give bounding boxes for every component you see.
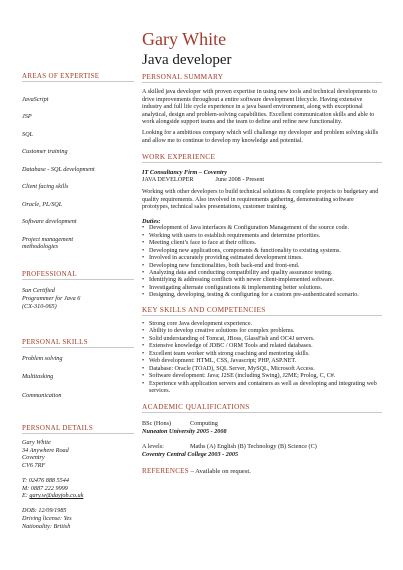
job-role: JAVA DEVELOPER xyxy=(142,176,194,184)
expertise-item: Software development xyxy=(22,218,77,226)
key-skills-heading: KEY SKILLS AND COMPETENCIES xyxy=(142,305,382,316)
qualification-subject: Maths (A) English (B) Technology (B) Science (C) xyxy=(190,442,317,450)
personal-skill: Communication xyxy=(22,392,62,400)
mobile: M: 0887 222 9999 xyxy=(22,484,68,492)
references-text: – Available on request. xyxy=(188,468,251,476)
duty-item: • Investigating alternate configurations & implementing better solutions. xyxy=(149,285,382,292)
skill-item: • Excellent team worker with strong coaching and mentoring skills. xyxy=(149,351,382,358)
candidate-name: Gary White xyxy=(142,29,227,49)
skill-item: • Web development: HTML, CSS, Javascript; PHP, ASP.NET. xyxy=(149,358,382,365)
expertise-item: Database - SQL development xyxy=(22,165,95,173)
email-line xyxy=(22,492,134,500)
skill-item: • Ability to develop creative solutions for complex problems. xyxy=(149,328,382,335)
key-skills-list xyxy=(142,321,382,396)
skill-item: • Experience with application servers and containers as well as developing and integrating web services. xyxy=(149,381,382,396)
job-dates: June 2008 - Present xyxy=(215,176,265,184)
personal-skill: Problem solving xyxy=(22,354,63,362)
date-of-birth: DOB: 12/09/1985 xyxy=(22,507,67,515)
address-line: Coventry xyxy=(22,454,45,462)
email-link[interactable]: gary.w@dayjob.co.uk xyxy=(29,492,84,500)
telephone: T: 02476 888 5544 xyxy=(22,476,69,484)
duty-item: • Working with users to establish requirements and determine priorities. xyxy=(149,233,382,240)
academic-heading: ACADEMIC QUALIFICATIONS xyxy=(142,402,382,413)
expertise-item: Customer training xyxy=(22,148,68,156)
expertise-item: Client facing skills xyxy=(22,183,69,191)
expertise-item: SQL xyxy=(22,130,34,138)
candidate-role: Java developer xyxy=(142,52,232,68)
address-line: 34 Anywhere Road xyxy=(22,446,69,454)
sidebar xyxy=(22,72,134,530)
main-column xyxy=(142,72,382,475)
expertise-item: JSP xyxy=(22,113,32,121)
duty-item: • Analyzing data and conducting compatibility and quality assurance testing. xyxy=(149,270,382,277)
expertise-heading: AREAS OF EXPERTISE xyxy=(22,72,134,82)
duty-item: • Designing, developing, testing & configuring for a custom pre-authenticated scenario. xyxy=(149,292,382,299)
personal-skills-heading: PERSONAL SKILLS xyxy=(22,338,134,348)
duty-item: • Meeting client’s face to face at their offices. xyxy=(149,240,382,247)
skill-item: • Extensive knowledge of JDBC / ORM Tools and related databases. xyxy=(149,343,382,350)
expertise-item: Oracle, PL/SQL xyxy=(22,200,63,208)
duty-item: • Development of Java interfaces & Configuration Management of the source code. xyxy=(149,225,382,232)
address-line: CV6 7RF xyxy=(22,462,46,470)
qualification-row xyxy=(142,443,382,451)
email-prefix: E: xyxy=(22,492,30,500)
references-line xyxy=(142,467,382,475)
references-heading: REFERENCES xyxy=(142,467,189,476)
job-company: IT Consultancy Firm – Coventry xyxy=(142,169,228,177)
qualification-row xyxy=(142,420,382,428)
address-line: Gary White xyxy=(22,438,51,446)
duties-list xyxy=(142,225,382,300)
qualification-subject: Computing xyxy=(190,419,218,427)
expertise-item: Project management methodologies xyxy=(22,235,74,250)
skill-item: • Strong core Java development experience. xyxy=(149,321,382,328)
job-description: Working with other developers to build technical solutions & complete projects to budgetary and quality requirements. Also involved in requirements gathering, demonstrating software prototypes, technical sales presentations, customer training. xyxy=(142,189,379,211)
personal-details-heading: PERSONAL DETAILS xyxy=(22,424,134,434)
personal-skill: Multitasking xyxy=(22,373,54,381)
duty-item: • Developing new applications, components & functionality to existing systems. xyxy=(149,248,382,255)
qualification-label: BSc (Hons) xyxy=(142,419,172,427)
duty-item: • Developing new functionalities, both back-end and front-end. xyxy=(149,263,382,270)
skill-item: • Software development: Java; J2SE (including Swing), J2ME; Prolog, C, C#. xyxy=(149,373,382,380)
professional-heading: PROFESSIONAL xyxy=(22,270,134,280)
cert-line: Programmer for Java 6 xyxy=(22,295,81,303)
expertise-item: JavaScript xyxy=(22,96,49,103)
skill-item: • Database: Oracle (TOAD), SQL Server, MySQL, Microsoft Access. xyxy=(149,366,382,373)
job-role-line xyxy=(142,176,382,183)
cert-line: (CX-310-065) xyxy=(22,302,57,310)
summary-heading: PERSONAL SUMMARY xyxy=(142,72,382,83)
summary-paragraph: Looking for a ambitious company which will challenge my developer and problem solving skills and allow me to continue to develop my knowledge and potential. xyxy=(142,130,379,144)
duty-item: • Involved in accurately providing estimated development times. xyxy=(149,255,382,262)
qualification-institution: Coventry Central College 2003 - 2005 xyxy=(142,450,239,458)
cert-line: Sun Certified xyxy=(22,287,55,295)
driving-license: Driving license: Yes xyxy=(22,514,72,522)
duties-label: Duties: xyxy=(142,218,161,226)
duty-item: • Identifying & addressing conflicts with newer client-implemented software. xyxy=(149,277,382,284)
summary-paragraph: A skilled java developer with proven expertise in using new tools and technical developments to drive improvements throughout a entire software development lifecycle. Having extensive industry and full life cycle experience in a java based environment, along with exceptional analytical, design and problem-solving capabilities. Excellent communication skills and able to work alongside support teams and the team to define and refine new functionality. xyxy=(142,89,377,126)
qualification-institution: Nuneaton University 2005 - 2008 xyxy=(142,427,227,435)
skill-item: • Solid understanding of Tomcat, JBoss, GlassFish and OC4J servers. xyxy=(149,336,382,343)
nationality: Nationality: British xyxy=(22,522,71,530)
qualification-label: A levels: xyxy=(142,442,164,450)
work-heading: WORK EXPERIENCE xyxy=(142,152,382,163)
